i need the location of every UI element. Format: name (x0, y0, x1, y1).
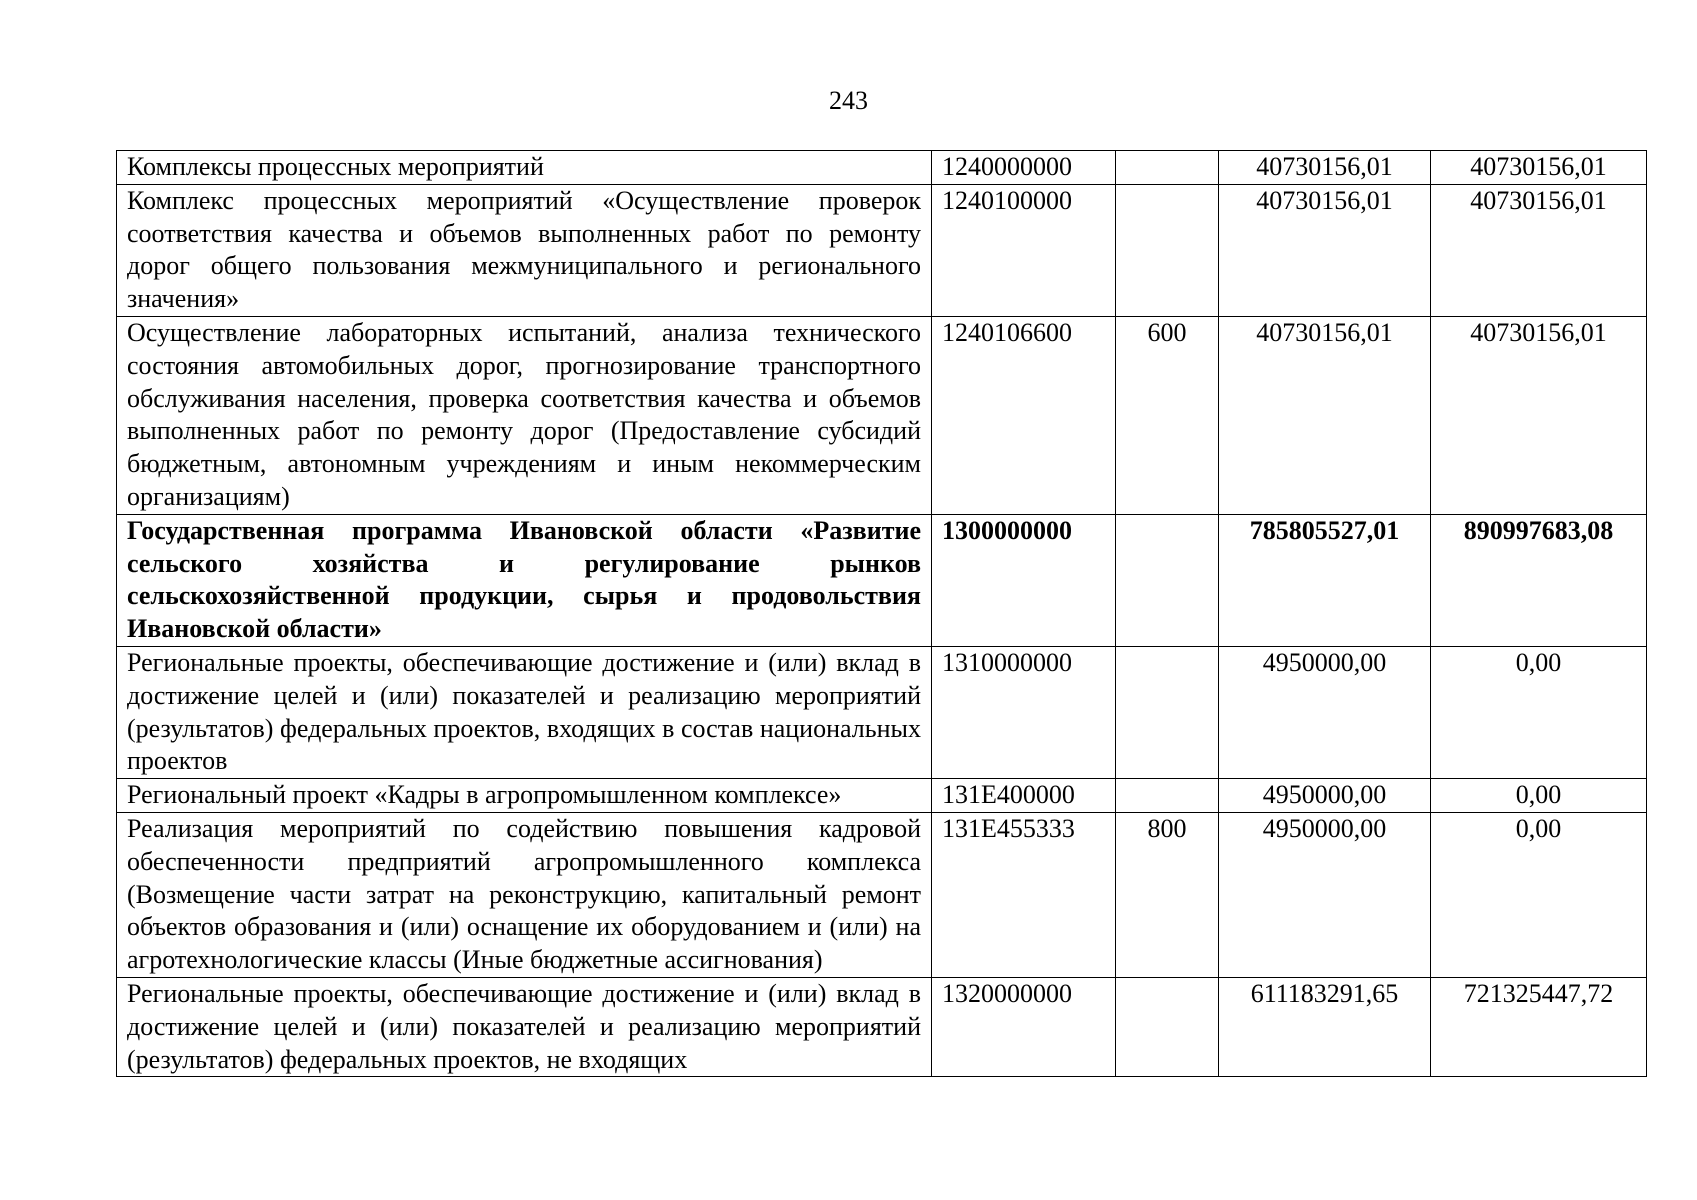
amount-year-1: 4950000,00 (1219, 812, 1431, 977)
item-name: Комплексы процессных мероприятий (117, 151, 932, 185)
amount-year-1: 40730156,01 (1219, 184, 1431, 316)
budget-table (116, 150, 1647, 1077)
table-row (117, 812, 1647, 977)
amount-year-2: 40730156,01 (1431, 151, 1647, 185)
item-name: Комплекс процессных мероприятий «Осуществление проверок соответствия качества и объемов выполненных работ по ремонту дорог общего пользования межмуниципального и регионального значения» (117, 184, 932, 316)
amount-year-1: 40730156,01 (1219, 151, 1431, 185)
amount-year-2: 40730156,01 (1431, 316, 1647, 514)
table-row (117, 646, 1647, 778)
item-name: Осуществление лабораторных испытаний, анализа технического состояния автомобильных дорог, прогнозирование транспортного обслуживания населения, проверка соответствия качества и объемов выполненных работ по ремонту дорог (Предоставление субсидий бюджетным, автономным учреждениям и иным некоммерческим организациям) (117, 316, 932, 514)
target-code: 131E455333 (932, 812, 1116, 977)
table-row-program (117, 514, 1647, 646)
item-name: Региональный проект «Кадры в агропромышленном комплексе» (117, 779, 932, 813)
item-name: Реализация мероприятий по содействию повышения кадровой обеспеченности предприятий агропромышленного комплекса (Возмещение части затрат на реконструкцию, капитальный ремонт объектов образования и (или) оснащение их оборудованием и (или) на агротехнологические классы (Иные бюджетные ассигнования) (117, 812, 932, 977)
table-row (117, 316, 1647, 514)
amount-year-1: 40730156,01 (1219, 316, 1431, 514)
amount-year-1: 4950000,00 (1219, 646, 1431, 778)
expense-type (1116, 151, 1219, 185)
target-code: 1240106600 (932, 316, 1116, 514)
table-row (117, 779, 1647, 813)
target-code: 1240000000 (932, 151, 1116, 185)
amount-year-2: 721325447,72 (1431, 977, 1647, 1076)
expense-type (1116, 514, 1219, 646)
amount-year-1: 785805527,01 (1219, 514, 1431, 646)
item-name: Региональные проекты, обеспечивающие достижение и (или) вклад в достижение целей и (или) показателей и реализацию мероприятий (результатов) федеральных проектов, не входящих (117, 977, 932, 1076)
amount-year-2: 0,00 (1431, 779, 1647, 813)
item-name: Региональные проекты, обеспечивающие достижение и (или) вклад в достижение целей и (или) показателей и реализацию мероприятий (результатов) федеральных проектов, входящих в состав национальных проектов (117, 646, 932, 778)
item-name: Государственная программа Ивановской области «Развитие сельского хозяйства и регулирование рынков сельскохозяйственной продукции, сырья и продовольствия Ивановской области» (117, 514, 932, 646)
table-row (117, 184, 1647, 316)
amount-year-2: 40730156,01 (1431, 184, 1647, 316)
target-code: 1320000000 (932, 977, 1116, 1076)
expense-type (1116, 646, 1219, 778)
expense-type: 800 (1116, 812, 1219, 977)
target-code: 1310000000 (932, 646, 1116, 778)
amount-year-2: 0,00 (1431, 812, 1647, 977)
expense-type (1116, 977, 1219, 1076)
amount-year-2: 0,00 (1431, 646, 1647, 778)
expense-type: 600 (1116, 316, 1219, 514)
table-row (117, 151, 1647, 185)
target-code: 1300000000 (932, 514, 1116, 646)
amount-year-1: 611183291,65 (1219, 977, 1431, 1076)
expense-type (1116, 184, 1219, 316)
amount-year-2: 890997683,08 (1431, 514, 1647, 646)
target-code: 1240100000 (932, 184, 1116, 316)
target-code: 131E400000 (932, 779, 1116, 813)
table-row (117, 977, 1647, 1076)
amount-year-1: 4950000,00 (1219, 779, 1431, 813)
page-number: 243 (829, 86, 868, 115)
expense-type (1116, 779, 1219, 813)
